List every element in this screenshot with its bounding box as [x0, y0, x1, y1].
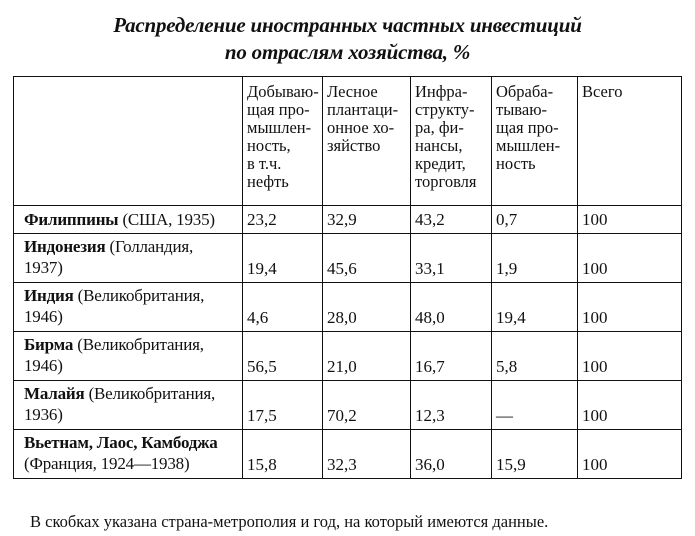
- cell-forestry: 28,0: [323, 283, 411, 332]
- country-name: Индия: [24, 286, 74, 305]
- country-detail: (Франция, 1924—1938): [24, 454, 190, 473]
- cell-mining: 23,2: [243, 206, 323, 234]
- header-infrastructure: Инфра- структу- ра, фи- нансы, кредит, торговля: [411, 77, 492, 206]
- cell-total: 100: [578, 234, 682, 283]
- table-row: [14, 283, 682, 332]
- table-row: [14, 332, 682, 381]
- page-title: [0, 12, 695, 66]
- country-cell: [14, 206, 243, 234]
- header-total: Всего: [578, 77, 682, 206]
- country-name: Филиппины: [24, 210, 119, 229]
- country-cell: [14, 430, 243, 479]
- cell-total: 100: [578, 332, 682, 381]
- country-detail: (Великобритания, 1946): [24, 335, 204, 375]
- cell-manufacturing: 5,8: [492, 332, 578, 381]
- header-forestry: Лесное плантаци- онное хо- зяйство: [323, 77, 411, 206]
- cell-manufacturing: —: [492, 381, 578, 430]
- cell-manufacturing: 0,7: [492, 206, 578, 234]
- cell-total: 100: [578, 283, 682, 332]
- country-detail: (Великобритания, 1946): [24, 286, 205, 326]
- cell-mining: 19,4: [243, 234, 323, 283]
- footnote: В скобках указана страна-метрополия и год, на который имеются данные.: [30, 512, 549, 531]
- country-cell: [14, 234, 243, 283]
- cell-manufacturing: 1,9: [492, 234, 578, 283]
- investment-table: [13, 76, 682, 479]
- cell-total: 100: [578, 430, 682, 479]
- cell-mining: 4,6: [243, 283, 323, 332]
- table-row: [14, 234, 682, 283]
- cell-infrastructure: 12,3: [411, 381, 492, 430]
- table-body: [14, 206, 682, 479]
- cell-infrastructure: 43,2: [411, 206, 492, 234]
- cell-infrastructure: 33,1: [411, 234, 492, 283]
- country-detail: (Голландия, 1937): [24, 237, 194, 277]
- cell-forestry: 45,6: [323, 234, 411, 283]
- header-row: [14, 77, 682, 206]
- cell-infrastructure: 36,0: [411, 430, 492, 479]
- country-name: Индонезия: [24, 237, 106, 256]
- country-detail: (Великобритания, 1936): [24, 384, 216, 424]
- cell-infrastructure: 48,0: [411, 283, 492, 332]
- cell-forestry: 21,0: [323, 332, 411, 381]
- country-name: Бирма: [24, 335, 74, 354]
- cell-total: 100: [578, 206, 682, 234]
- cell-forestry: 32,9: [323, 206, 411, 234]
- header-mining: Добываю- щая про- мышлен- ность, в т.ч. нефть: [243, 77, 323, 206]
- header-manufacturing: Обраба- тываю- щая про- мышлен- ность: [492, 77, 578, 206]
- cell-mining: 56,5: [243, 332, 323, 381]
- table-row: [14, 206, 682, 234]
- header-country: [14, 77, 243, 206]
- country-name: Малайя: [24, 384, 85, 403]
- cell-manufacturing: 19,4: [492, 283, 578, 332]
- cell-forestry: 32,3: [323, 430, 411, 479]
- table-row: [14, 381, 682, 430]
- cell-mining: 17,5: [243, 381, 323, 430]
- cell-total: 100: [578, 381, 682, 430]
- country-detail: (США, 1935): [118, 210, 215, 229]
- title-line-2: по отраслям хозяйства, %: [224, 40, 471, 64]
- country-cell: [14, 381, 243, 430]
- country-cell: [14, 283, 243, 332]
- cell-manufacturing: 15,9: [492, 430, 578, 479]
- cell-forestry: 70,2: [323, 381, 411, 430]
- country-cell: [14, 332, 243, 381]
- title-line-1: Распределение иностранных частных инвестиций: [113, 13, 582, 37]
- table-row: [14, 430, 682, 479]
- cell-infrastructure: 16,7: [411, 332, 492, 381]
- country-name: Вьетнам, Лаос, Камбоджа: [24, 433, 218, 452]
- cell-mining: 15,8: [243, 430, 323, 479]
